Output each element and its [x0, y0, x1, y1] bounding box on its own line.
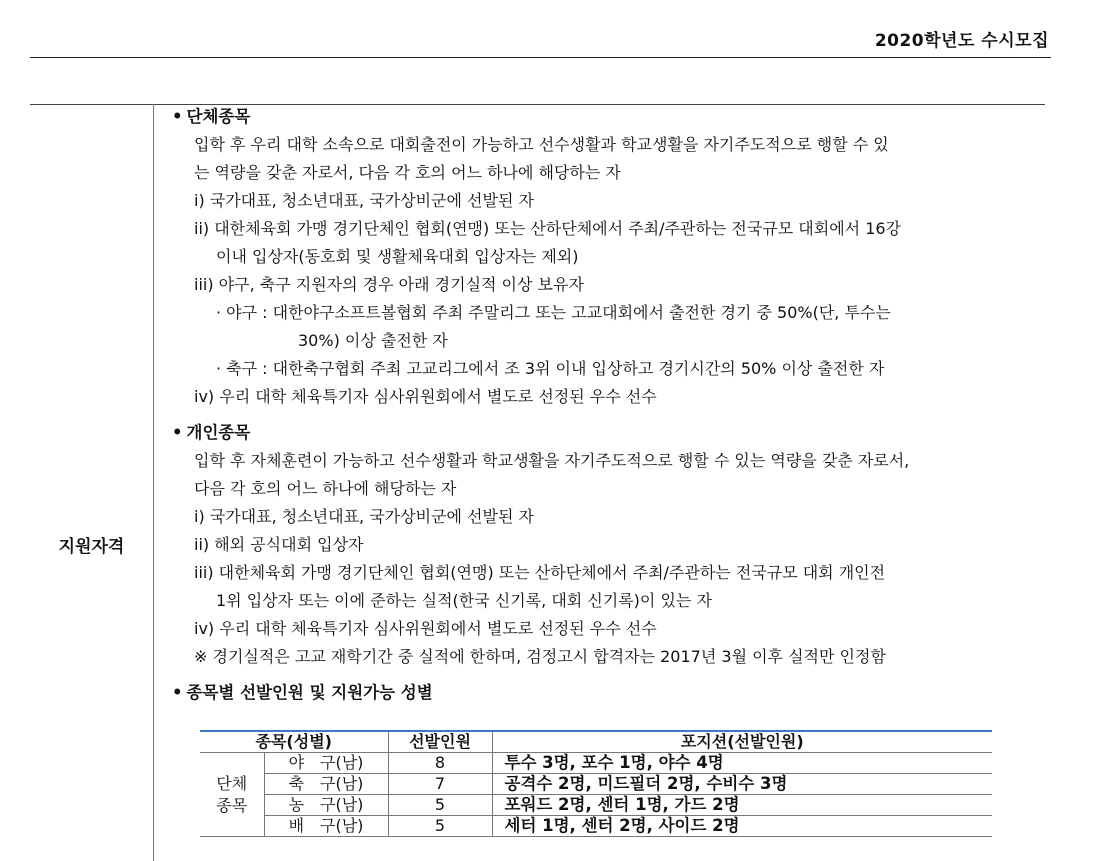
list-item: iv) 우리 대학 체육특기자 심사위원회에서 별도로 선정된 우수 선수	[194, 387, 657, 406]
sport-cell: 배 구(남)	[264, 816, 388, 837]
list-item: i) 국가대표, 청소년대표, 국가상비군에 선발된 자	[194, 191, 534, 210]
row-label-eligibility: 지원자격	[58, 537, 125, 557]
quota-table	[200, 730, 992, 837]
positions-cell: 공격수 2명, 미드필더 2명, 수비수 3명	[492, 774, 992, 795]
table-row	[200, 816, 992, 837]
positions-cell: 투수 3명, 포수 1명, 야수 4명	[492, 753, 992, 774]
paragraph: 다음 각 호의 어느 하나에 해당하는 자	[194, 479, 457, 498]
paragraph: 입학 후 우리 대학 소속으로 대회출전이 가능하고 선수생활과 학교생활을 자기주도적으로 행할 수 있	[194, 135, 889, 154]
header-sport: 종목(성별)	[200, 731, 388, 753]
group-label-team	[200, 753, 264, 837]
sport-cell: 야 구(남)	[264, 753, 388, 774]
header-count: 선발인원	[388, 731, 492, 753]
list-item: iii) 야구, 축구 지원자의 경우 아래 경기실적 이상 보유자	[194, 275, 584, 294]
count-cell: 7	[388, 774, 492, 795]
bullet-icon: •	[172, 423, 183, 442]
section-title: 개인종목	[186, 423, 251, 442]
sub-item-soccer: · 축구 : 대한축구협회 주최 고교리그에서 조 3위 이내 입상하고 경기시간의 50% 이상 출전한 자	[216, 359, 885, 378]
list-item: ii) 해외 공식대회 입상자	[194, 535, 364, 554]
count-cell: 8	[388, 753, 492, 774]
column-divider	[153, 104, 154, 861]
list-item: iii) 대한체육회 가맹 경기단체인 협회(연맹) 또는 산하단체에서 주최/주관하는 전국규모 대회 개인전	[194, 563, 886, 582]
sub-item-continuation: 30%) 이상 출전한 자	[298, 331, 448, 350]
section-title: 종목별 선발인원 및 지원가능 성별	[186, 683, 433, 702]
list-item: iv) 우리 대학 체육특기자 심사위원회에서 별도로 선정된 우수 선수	[194, 619, 657, 638]
eligibility-content	[172, 103, 1052, 707]
list-item-continuation: 이내 입상자(동호회 및 생활체육대회 입상자는 제외)	[216, 247, 579, 266]
list-item-continuation: 1위 입상자 또는 이에 준하는 실적(한국 신기록, 대회 신기록)이 있는 자	[216, 591, 712, 610]
sub-item-baseball: · 야구 : 대한야구소프트볼협회 주최 주말리그 또는 고교대회에서 출전한 경기 중 50%(단, 투수는	[216, 303, 891, 322]
group-label-line: 종목	[216, 795, 248, 815]
table-row	[200, 795, 992, 816]
header-divider	[30, 57, 1051, 58]
table-header-row	[200, 731, 992, 753]
section-title: 단체종목	[186, 107, 251, 126]
bullet-icon: •	[172, 107, 183, 126]
header-positions: 포지션(선발인원)	[492, 731, 992, 753]
bullet-icon: •	[172, 683, 183, 702]
note: ※ 경기실적은 고교 재학기간 중 실적에 한하며, 검정고시 합격자는 2017년 3월 이후 실적만 인정함	[194, 647, 886, 666]
group-label-line: 단체	[216, 773, 248, 793]
count-cell: 5	[388, 816, 492, 837]
positions-cell: 포워드 2명, 센터 1명, 가드 2명	[492, 795, 992, 816]
paragraph: 는 역량을 갖춘 자로서, 다음 각 호의 어느 하나에 해당하는 자	[194, 163, 621, 182]
table-row	[200, 753, 992, 774]
table-row	[200, 774, 992, 795]
positions-cell: 세터 1명, 센터 2명, 사이드 2명	[492, 816, 992, 837]
paragraph: 입학 후 자체훈련이 가능하고 선수생활과 학교생활을 자기주도적으로 행할 수 있는 역량을 갖춘 자로서,	[194, 451, 910, 470]
list-item: i) 국가대표, 청소년대표, 국가상비군에 선발된 자	[194, 507, 534, 526]
section-heading-team-sports	[172, 103, 1052, 131]
sport-cell: 축 구(남)	[264, 774, 388, 795]
list-item: ii) 대한체육회 가맹 경기단체인 협회(연맹) 또는 산하단체에서 주최/주관하는 전국규모 대회에서 16강	[194, 219, 902, 238]
section-heading-individual-sports	[172, 419, 1052, 447]
page-header-title: 2020학년도 수시모집	[874, 31, 1049, 51]
section-heading-quota	[172, 679, 1052, 707]
count-cell: 5	[388, 795, 492, 816]
sport-cell: 농 구(남)	[264, 795, 388, 816]
